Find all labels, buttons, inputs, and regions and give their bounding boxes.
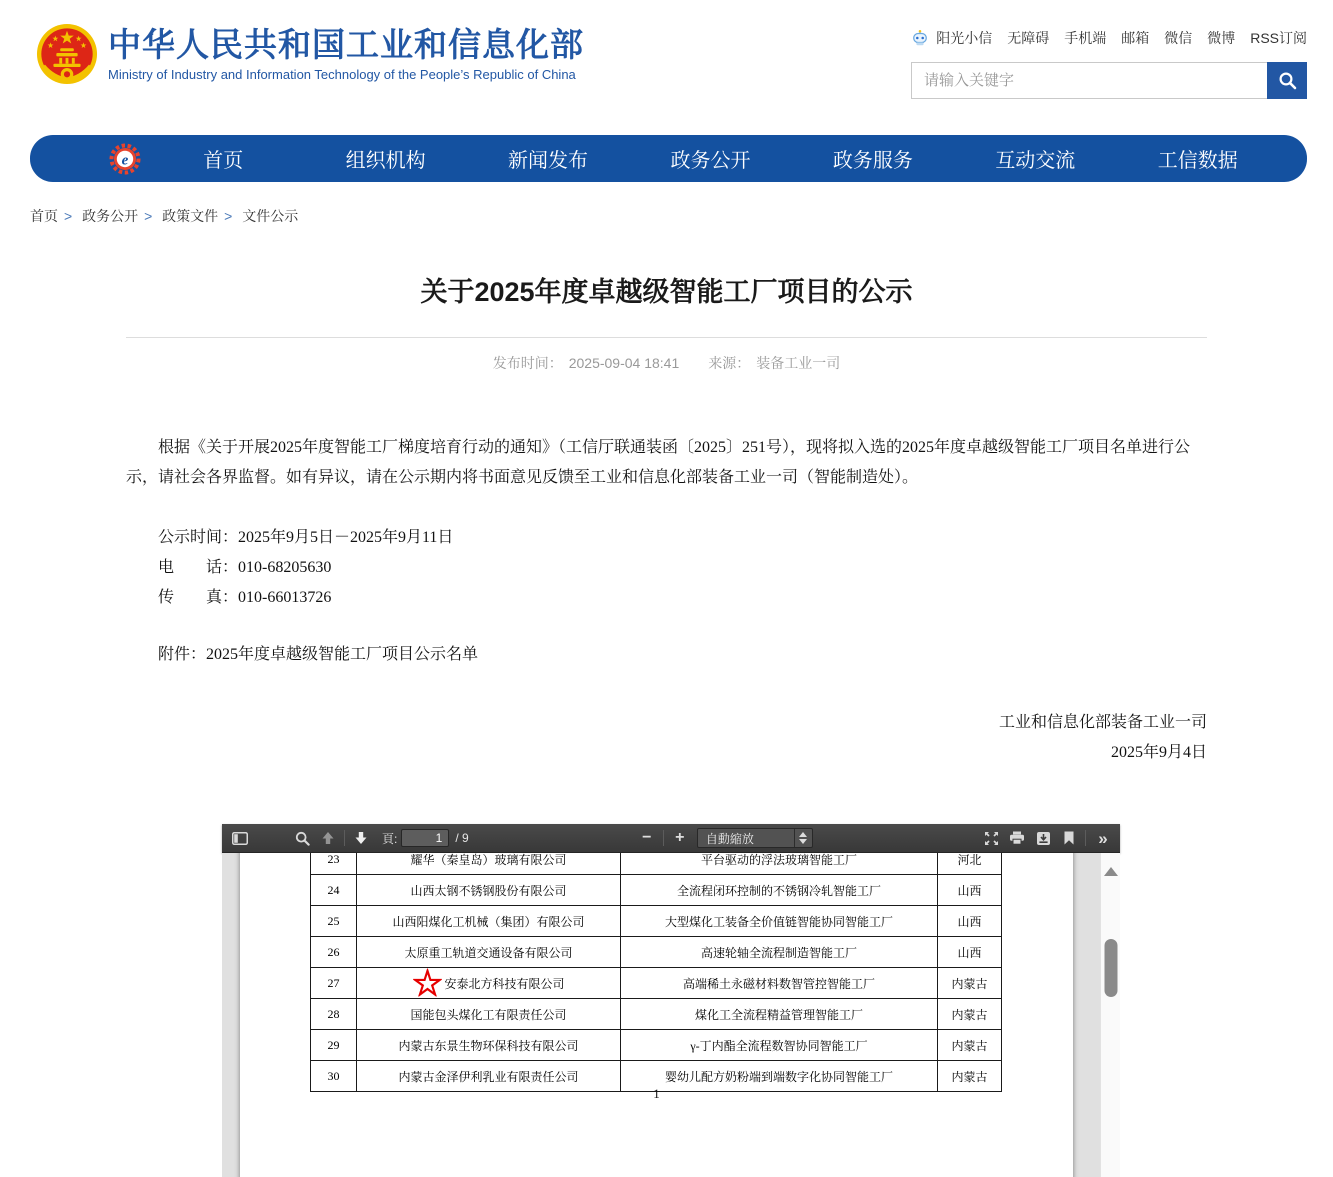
cell-company — [357, 875, 621, 906]
cell-company — [357, 937, 621, 968]
table-row — [311, 875, 1002, 906]
zoom-mode-select[interactable] — [697, 828, 813, 848]
breadcrumb-item — [30, 208, 78, 224]
zoom-mode-value: 自動縮放 — [705, 831, 754, 846]
cell-province: 内蒙古 — [938, 999, 1002, 1030]
nav-item-label[interactable]: 互动交流 — [995, 150, 1076, 172]
scrollbar-up-arrow[interactable] — [1104, 867, 1118, 876]
title-divider — [126, 337, 1207, 338]
pdf-content-area — [222, 853, 1120, 1177]
scrollbar-thumb[interactable] — [1104, 939, 1117, 997]
nav-item[interactable] — [142, 144, 304, 173]
attachment-link[interactable]: 2025年度卓越级智能工厂项目公示名单 — [206, 646, 479, 663]
contact-info-block — [126, 523, 1207, 613]
breadcrumb-link[interactable]: 文件公示 — [242, 208, 299, 224]
cell-province: 山西 — [938, 937, 1002, 968]
toolbar-separator — [1085, 830, 1086, 846]
page-number-label: 頁: — [382, 831, 398, 846]
signature-block — [126, 708, 1207, 768]
page-up-icon — [321, 831, 335, 845]
article — [126, 270, 1207, 768]
zoom-in-icon: + — [675, 829, 685, 846]
presentation-mode-button[interactable] — [978, 826, 1004, 850]
nav-list — [142, 144, 1279, 173]
print-button[interactable] — [1004, 826, 1030, 850]
cell-company — [357, 906, 621, 937]
sidebar-toggle-button[interactable] — [227, 826, 253, 850]
cell-province: 内蒙古 — [938, 968, 1002, 999]
utility-link[interactable]: 无障碍 — [1007, 30, 1050, 46]
source-value: 装备工业一司 — [756, 355, 841, 371]
previous-page-button[interactable] — [315, 826, 341, 850]
cell-project: 高速轮轴全流程制造智能工厂 — [621, 937, 938, 968]
page-total: / 9 — [455, 831, 469, 845]
cell-project: 婴幼儿配方奶粉端到端数字化协同智能工厂 — [621, 1061, 938, 1092]
nav-item-label[interactable]: 工信数据 — [1157, 150, 1238, 172]
star-icon: ☆ — [412, 967, 443, 999]
company-name: 山西太钢不锈钢股份有限公司 — [410, 883, 567, 898]
company-name: 内蒙古东景生物环保科技有限公司 — [398, 1038, 579, 1053]
header-right — [911, 22, 1307, 99]
cell-row-number: 26 — [311, 937, 357, 968]
search-bar — [911, 62, 1307, 99]
breadcrumb-item — [242, 208, 298, 224]
cell-province: 河北 — [938, 853, 1002, 875]
svg-text:e: e — [121, 152, 129, 168]
signature-department: 工业和信息化部装备工业一司 — [998, 714, 1207, 731]
attachment-label: 附件： — [158, 646, 207, 663]
zoom-out-button[interactable] — [634, 826, 660, 850]
announcement-table-body — [311, 853, 1002, 1092]
next-page-button[interactable] — [348, 826, 374, 850]
site-header — [0, 0, 1333, 99]
more-tools-icon: » — [1098, 828, 1106, 848]
breadcrumb-separator: > — [224, 208, 233, 224]
pdf-scrollbar[interactable] — [1100, 853, 1120, 1177]
nav-item[interactable] — [304, 144, 466, 173]
cell-province: 内蒙古 — [938, 1061, 1002, 1092]
cell-row-number: 23 — [311, 853, 357, 875]
nav-item[interactable] — [954, 144, 1116, 173]
find-button[interactable] — [289, 826, 315, 850]
table-row — [311, 853, 1002, 875]
breadcrumb-link[interactable]: 政务公开 — [82, 208, 139, 224]
pdf-page-footer-number: 1 — [653, 1086, 660, 1101]
cell-project: 大型煤化工装备全价值链智能协同智能工厂 — [621, 906, 938, 937]
table-row — [311, 937, 1002, 968]
table-row — [311, 1030, 1002, 1061]
cell-row-number: 27 — [311, 968, 357, 999]
cell-project: 全流程闭环控制的不锈钢冷轧智能工厂 — [621, 875, 938, 906]
breadcrumb-separator: > — [64, 208, 73, 224]
cell-project: 平台驱动的浮法玻璃智能工厂 — [621, 853, 938, 875]
download-button[interactable] — [1030, 826, 1056, 850]
bookmark-button[interactable] — [1056, 826, 1082, 850]
cell-company — [357, 1030, 621, 1061]
publish-time-label: 发布时间： — [492, 355, 563, 371]
fax-line: 传 真：010-66013726 — [158, 589, 332, 606]
site-title: 中华人民共和国工业和信息化部 — [108, 25, 584, 63]
nav-item-label[interactable]: 政务服务 — [832, 150, 913, 172]
cell-province: 山西 — [938, 875, 1002, 906]
site-brand — [36, 22, 584, 86]
pdf-viewer — [222, 824, 1120, 1177]
cell-company — [357, 853, 621, 875]
brand-text — [108, 26, 584, 83]
notice-period: 公示时间：2025年9月5日－2025年9月11日 — [158, 529, 454, 546]
company-name: 耀华（秦皇岛）玻璃有限公司 — [410, 853, 567, 867]
table-row — [311, 999, 1002, 1030]
nav-item-label[interactable]: 组织机构 — [345, 150, 426, 172]
company-name: 山西阳煤化工机械（集团）有限公司 — [392, 914, 585, 929]
bookmark-icon — [1063, 831, 1075, 845]
toolbar-separator — [663, 830, 664, 846]
nav-item[interactable] — [467, 144, 629, 173]
company-name: 太原重工轨道交通设备有限公司 — [404, 945, 573, 960]
utility-links — [911, 22, 1307, 48]
breadcrumb-link[interactable]: 首页 — [30, 208, 58, 224]
utility-link[interactable]: 微博 — [1207, 30, 1236, 46]
pdf-toolbar — [222, 824, 1120, 853]
cell-row-number: 25 — [311, 906, 357, 937]
utility-link[interactable]: RSS订阅 — [1250, 30, 1307, 46]
cell-project: 煤化工全流程精益管理智能工厂 — [621, 999, 938, 1030]
miit-gear-logo-icon — [108, 142, 142, 176]
breadcrumb-separator: > — [144, 208, 153, 224]
nav-item[interactable] — [1117, 144, 1279, 173]
toolbar-separator — [344, 830, 345, 846]
zoom-out-icon: − — [642, 829, 652, 846]
nav-item-label[interactable]: 新闻发布 — [508, 150, 589, 172]
search-icon — [1278, 71, 1297, 90]
breadcrumb-item — [82, 208, 158, 224]
cell-row-number: 29 — [311, 1030, 357, 1061]
sidebar-toggle-icon — [232, 832, 248, 845]
nav-item-label[interactable]: 首页 — [203, 150, 244, 172]
cell-province: 山西 — [938, 906, 1002, 937]
utility-link[interactable]: 邮箱 — [1121, 30, 1150, 46]
nav-item-label[interactable]: 政务公开 — [670, 150, 751, 172]
table-row — [311, 968, 1002, 999]
robot-mascot-icon — [911, 29, 929, 47]
dropdown-arrows-icon — [794, 829, 812, 847]
announcement-table — [310, 853, 1002, 1092]
phone-line: 电 话：010-68205630 — [158, 559, 332, 576]
cell-project: 高端稀土永磁材料数智管控智能工厂 — [621, 968, 938, 999]
publish-time: 2025-09-04 18:41 — [568, 355, 680, 371]
article-body — [126, 433, 1207, 768]
signature-date: 2025年9月4日 — [1110, 744, 1207, 761]
cell-row-number: 30 — [311, 1061, 357, 1092]
company-name: 安泰北方科技有限公司 — [444, 976, 565, 991]
cell-company — [357, 999, 621, 1030]
article-meta — [126, 353, 1207, 373]
main-nav — [30, 135, 1307, 182]
utility-link[interactable]: 阳光小信 — [936, 30, 993, 46]
site-subtitle: Ministry of Industry and Information Technology of the People’s Republic of China — [108, 67, 576, 83]
download-icon — [1036, 831, 1051, 846]
source-label: 来源： — [708, 355, 751, 371]
zoom-in-button[interactable] — [667, 826, 693, 850]
table-row — [311, 906, 1002, 937]
print-icon — [1009, 831, 1025, 845]
search-input[interactable] — [911, 62, 1267, 99]
breadcrumb — [30, 206, 1303, 226]
page-down-icon — [354, 831, 368, 845]
cell-province: 内蒙古 — [938, 1030, 1002, 1061]
article-paragraph: 根据《关于开展2025年度智能工厂梯度培育行动的通知》（工信厅联通装函〔2025〕251号），现将拟入选的2025年度卓越级智能工厂项目名单进行公示，请社会各界监督。如有异议，请在公示期内将书面意见反馈至工业和信息化部装备工业一司（智能制造处）。 — [126, 439, 1191, 486]
page-number-input[interactable] — [401, 829, 449, 847]
company-name: 国能包头煤化工有限责任公司 — [410, 1007, 567, 1022]
more-tools-button[interactable] — [1089, 826, 1115, 850]
nav-item[interactable] — [629, 144, 791, 173]
breadcrumb-item — [162, 208, 238, 224]
utility-link[interactable]: 微信 — [1164, 30, 1193, 46]
pdf-page — [240, 853, 1073, 1177]
cell-row-number: 24 — [311, 875, 357, 906]
breadcrumb-link[interactable]: 政策文件 — [162, 208, 219, 224]
fullscreen-icon — [984, 831, 999, 846]
attachment-line — [126, 640, 1207, 670]
utility-link[interactable]: 手机端 — [1064, 30, 1107, 46]
nav-item[interactable] — [792, 144, 954, 173]
find-icon — [295, 831, 310, 846]
cell-row-number: 28 — [311, 999, 357, 1030]
cell-company — [357, 968, 621, 999]
company-name: 内蒙古金泽伊利乳业有限责任公司 — [398, 1069, 579, 1084]
search-button[interactable] — [1267, 62, 1307, 99]
article-title: 关于2025年度卓越级智能工厂项目的公示 — [420, 277, 913, 307]
cell-project: γ-丁内酯全流程数智协同智能工厂 — [621, 1030, 938, 1061]
national-emblem-icon — [36, 22, 98, 86]
